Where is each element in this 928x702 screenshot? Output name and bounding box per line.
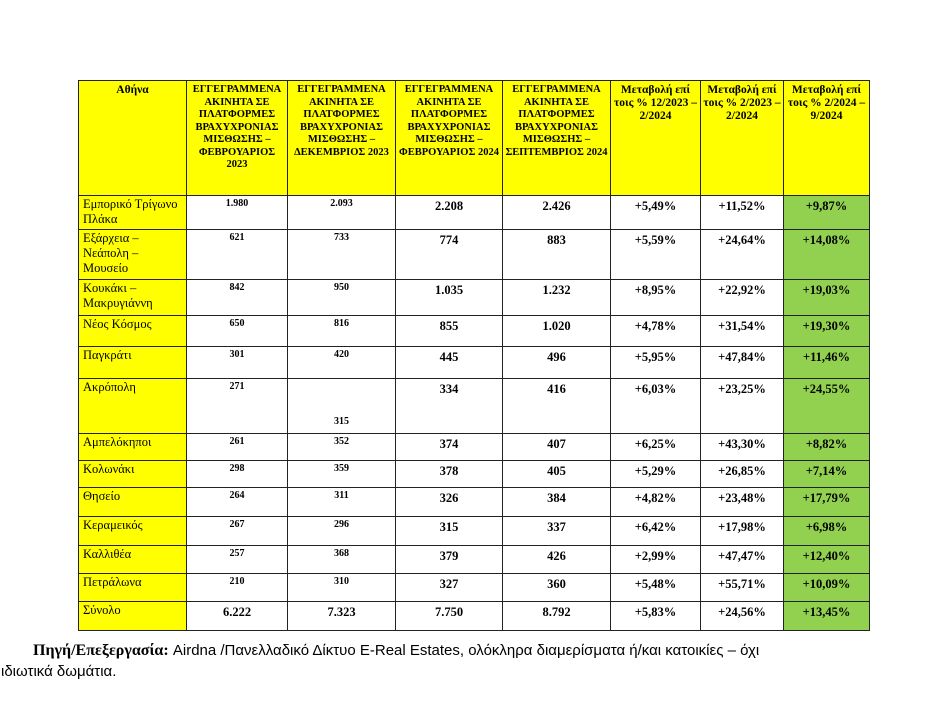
change-highlight-cell: +12,40%	[784, 546, 870, 574]
table-cell: +5,59%	[611, 230, 701, 280]
change-highlight-cell: +19,03%	[784, 280, 870, 316]
change-highlight-cell: +8,82%	[784, 434, 870, 461]
table-row	[79, 461, 870, 488]
table-cell: 261	[187, 434, 288, 461]
table-cell: +24,64%	[701, 230, 784, 280]
table-cell: 374	[396, 434, 503, 461]
table-cell: 8.792	[503, 602, 611, 631]
table-cell: 416	[503, 379, 611, 434]
header-sep-2024: ΕΓΓΕΓΡΑΜΜΕΝΑ ΑΚΙΝΗΤΑ ΣΕ ΠΛΑΤΦΟΡΜΕΣ ΒΡΑΧΥΧΡΟΝΙΑΣ ΜΙΣΘΩΣΗΣ – ΣΕΠΤΕΜΒΡΙΟΣ 2024	[503, 81, 611, 196]
change-highlight-cell: +11,46%	[784, 347, 870, 379]
table-cell: 407	[503, 434, 611, 461]
table-cell: +8,95%	[611, 280, 701, 316]
source-label: Πηγή/Επεξεργασία:	[33, 642, 169, 659]
table-cell: 774	[396, 230, 503, 280]
table-cell: +5,83%	[611, 602, 701, 631]
area-name-cell: Νέος Κόσμος	[79, 316, 187, 347]
table-cell: 368	[288, 546, 396, 574]
table-row	[79, 488, 870, 517]
table-cell: 271	[187, 379, 288, 434]
table-cell: 301	[187, 347, 288, 379]
table-cell: +11,52%	[701, 196, 784, 230]
change-highlight-cell: +6,98%	[784, 517, 870, 546]
table-cell: 1.980	[187, 196, 288, 230]
header-change-2-2024-9-2024: Μεταβολή επί τοις % 2/2024 – 9/2024	[784, 81, 870, 196]
table-row	[79, 574, 870, 602]
table-cell: 6.222	[187, 602, 288, 631]
table-cell: 326	[396, 488, 503, 517]
change-highlight-cell: +17,79%	[784, 488, 870, 517]
source-note	[0, 640, 928, 682]
table-cell: 7.323	[288, 602, 396, 631]
table-row	[79, 347, 870, 379]
area-name-cell: Εμπορικό Τρίγωνο Πλάκα	[79, 196, 187, 230]
table-cell: +55,71%	[701, 574, 784, 602]
change-highlight-cell: +7,14%	[784, 461, 870, 488]
header-dec-2023: ΕΓΓΕΓΡΑΜΜΕΝΑ ΑΚΙΝΗΤΑ ΣΕ ΠΛΑΤΦΟΡΜΕΣ ΒΡΑΧΥΧΡΟΝΙΑΣ ΜΙΣΘΩΣΗΣ – ΔΕΚΕΜΒΡΙΟΣ 2023	[288, 81, 396, 196]
area-name-cell: Καλλιθέα	[79, 546, 187, 574]
table-cell: 1.035	[396, 280, 503, 316]
table-cell: +17,98%	[701, 517, 784, 546]
table-cell: 1.020	[503, 316, 611, 347]
table-cell: 650	[187, 316, 288, 347]
table-cell: 426	[503, 546, 611, 574]
table-cell: 420	[288, 347, 396, 379]
source-text: Airdna /Πανελλαδικό Δίκτυο E-Real Estates, ολόκληρα διαμερίσματα ή/και κατοικίες – όχι	[172, 642, 760, 659]
table-cell: +2,99%	[611, 546, 701, 574]
area-name-cell: Ακρόπολη	[79, 379, 187, 434]
area-name-cell: Σύνολο	[79, 602, 187, 631]
table-cell: 352	[288, 434, 396, 461]
table-cell: 842	[187, 280, 288, 316]
table-cell: 621	[187, 230, 288, 280]
table-cell: +47,84%	[701, 347, 784, 379]
table-cell: 445	[396, 347, 503, 379]
area-name-cell: Κολωνάκι	[79, 461, 187, 488]
table-cell: 315	[288, 379, 396, 434]
table-row	[79, 602, 870, 631]
table-cell: 7.750	[396, 602, 503, 631]
area-name-cell: Παγκράτι	[79, 347, 187, 379]
change-highlight-cell: +9,87%	[784, 196, 870, 230]
table-cell: +23,25%	[701, 379, 784, 434]
change-highlight-cell: +13,45%	[784, 602, 870, 631]
area-name-cell: Πετράλωνα	[79, 574, 187, 602]
table-cell: 311	[288, 488, 396, 517]
table-cell: +43,30%	[701, 434, 784, 461]
table-cell: 257	[187, 546, 288, 574]
table-row	[79, 230, 870, 280]
table-cell: +22,92%	[701, 280, 784, 316]
table-cell: 337	[503, 517, 611, 546]
table-cell: +5,95%	[611, 347, 701, 379]
table-cell: +23,48%	[701, 488, 784, 517]
rentals-table	[78, 80, 870, 631]
change-highlight-cell: +10,09%	[784, 574, 870, 602]
source-note-line-1	[0, 640, 928, 661]
change-highlight-cell: +24,55%	[784, 379, 870, 434]
table-cell: 855	[396, 316, 503, 347]
table-cell: 378	[396, 461, 503, 488]
table-row	[79, 316, 870, 347]
table-cell: 379	[396, 546, 503, 574]
table-row	[79, 546, 870, 574]
table-cell: 334	[396, 379, 503, 434]
table-cell: +24,56%	[701, 602, 784, 631]
header-area: Αθήνα	[79, 81, 187, 196]
table-cell: 359	[288, 461, 396, 488]
area-name-cell: Εξάρχεια – Νεάπολη – Μουσείο	[79, 230, 187, 280]
source-note-line-2: ιδιωτικά δωμάτια.	[1, 663, 117, 680]
table-cell: 267	[187, 517, 288, 546]
table-cell: 315	[396, 517, 503, 546]
table-cell: +5,49%	[611, 196, 701, 230]
table-cell: 883	[503, 230, 611, 280]
table-cell: +26,85%	[701, 461, 784, 488]
table-cell: +6,42%	[611, 517, 701, 546]
table-cell: 496	[503, 347, 611, 379]
table-cell: 816	[288, 316, 396, 347]
area-name-cell: Θησείο	[79, 488, 187, 517]
table-cell: 2.208	[396, 196, 503, 230]
table-cell: 733	[288, 230, 396, 280]
header-change-12-2023-2-2024: Μεταβολή επί τοις % 12/2023 – 2/2024	[611, 81, 701, 196]
header-feb-2023: ΕΓΓΕΓΡΑΜΜΕΝΑ ΑΚΙΝΗΤΑ ΣΕ ΠΛΑΤΦΟΡΜΕΣ ΒΡΑΧΥΧΡΟΝΙΑΣ ΜΙΣΘΩΣΗΣ – ΦΕΒΡΟΥΑΡΙΟΣ 2023	[187, 81, 288, 196]
area-name-cell: Κεραμεικός	[79, 517, 187, 546]
table-cell: 950	[288, 280, 396, 316]
table-cell: 298	[187, 461, 288, 488]
header-feb-2024: ΕΓΓΕΓΡΑΜΜΕΝΑ ΑΚΙΝΗΤΑ ΣΕ ΠΛΑΤΦΟΡΜΕΣ ΒΡΑΧΥΧΡΟΝΙΑΣ ΜΙΣΘΩΣΗΣ – ΦΕΒΡΟΥΑΡΙΟΣ 2024	[396, 81, 503, 196]
table-cell: 264	[187, 488, 288, 517]
change-highlight-cell: +14,08%	[784, 230, 870, 280]
table-cell: +4,78%	[611, 316, 701, 347]
header-change-2-2023-2-2024: Μεταβολή επί τοις % 2/2023 – 2/2024	[701, 81, 784, 196]
table-cell: 360	[503, 574, 611, 602]
table-cell: +6,03%	[611, 379, 701, 434]
table-cell: 405	[503, 461, 611, 488]
change-highlight-cell: +19,30%	[784, 316, 870, 347]
table-row	[79, 379, 870, 434]
table-cell: 2.093	[288, 196, 396, 230]
table-cell: 210	[187, 574, 288, 602]
header-row	[79, 81, 870, 196]
table-cell: 296	[288, 517, 396, 546]
table-row	[79, 434, 870, 461]
table-cell: +47,47%	[701, 546, 784, 574]
area-name-cell: Αμπελόκηποι	[79, 434, 187, 461]
area-name-cell: Κουκάκι – Μακρυγιάννη	[79, 280, 187, 316]
table-cell: +6,25%	[611, 434, 701, 461]
table-cell: +5,48%	[611, 574, 701, 602]
table-row	[79, 196, 870, 230]
table-cell: 310	[288, 574, 396, 602]
table-cell: 327	[396, 574, 503, 602]
table-cell: 2.426	[503, 196, 611, 230]
table-cell: +31,54%	[701, 316, 784, 347]
table-row	[79, 517, 870, 546]
table-row	[79, 280, 870, 316]
table-cell: +5,29%	[611, 461, 701, 488]
table-cell: 1.232	[503, 280, 611, 316]
table-cell: +4,82%	[611, 488, 701, 517]
table-cell: 384	[503, 488, 611, 517]
